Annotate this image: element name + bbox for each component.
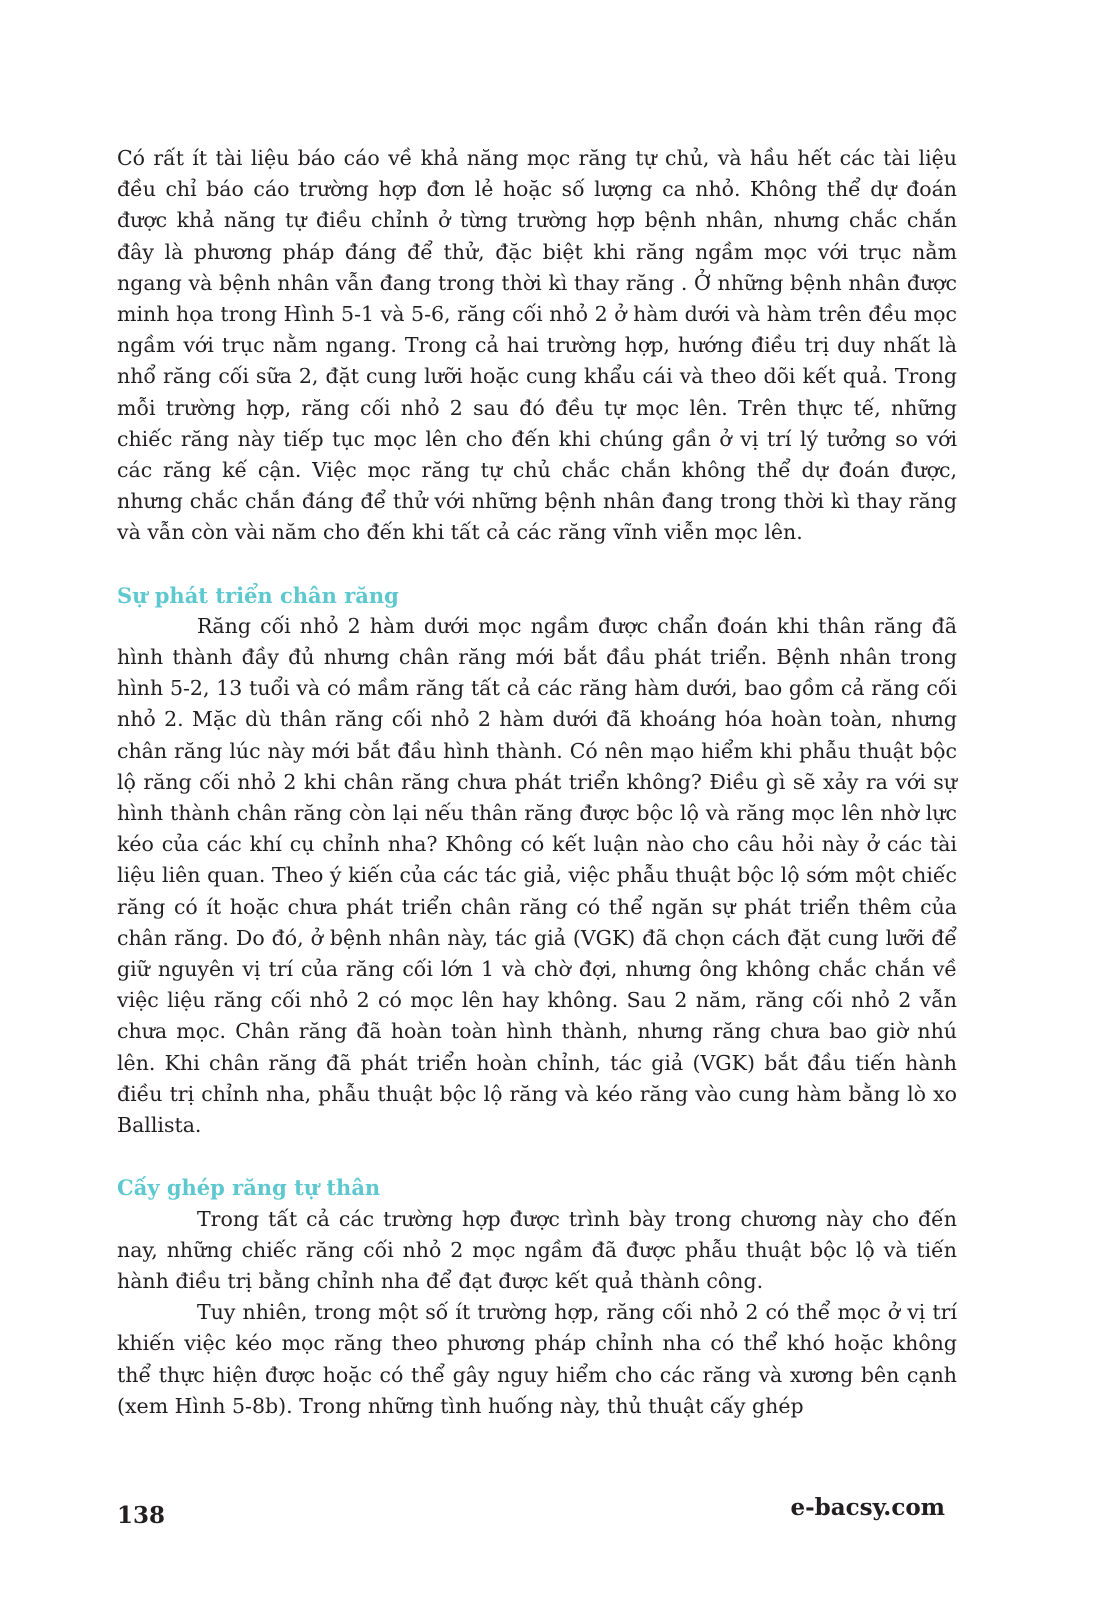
section-gap — [117, 1141, 957, 1172]
autotransplantation-paragraph-1: Trong tất cả các trường hợp được trình bày trong chương này cho đến nay, những chiếc răng cối nhỏ 2 mọc ngầm đã được phẫu thuật bộc lộ và tiến hành điều trị bằng chỉnh nha để đạt được kết quả thành công. — [117, 1206, 957, 1293]
root-development-paragraph: Răng cối nhỏ 2 hàm dưới mọc ngầm được chẩn đoán khi thân răng đã hình thành đầy đủ nhưng chân răng mới bắt đầu phát triển. Bệnh nhân trong hình 5-2, 13 tuổi và có mầm răng tất cả các răng hàm dưới, bao gồm cả răng cối nhỏ 2. Mặc dù thân răng cối nhỏ 2 hàm dưới đã khoáng hóa hoàn toàn, nhưng chân răng lúc này mới bắt đầu hình thành. Có nên mạo hiểm khi phẫu thuật bộc lộ răng cối nhỏ 2 khi chân răng chưa phát triển không? Điều gì sẽ xảy ra với sự hình thành chân răng còn lại nếu thân răng được bộc lộ và răng mọc lên nhờ lực kéo của các khí cụ chỉnh nha? Không có kết luận nào cho câu hỏi này ở các tài liệu liên quan. Theo ý kiến của các tác giả, việc phẫu thuật bộc lộ sớm một chiếc răng có ít hoặc chưa phát triển chân răng có thể ngăn sự phát triển thêm của chân răng. Do đó, ở bệnh nhân này, tác giả (VGK) đã chọn cách đặt cung lưỡi để giữ nguyên vị trí của răng cối lớn 1 và chờ đợi, nhưng ông không chắc chắn về việc liệu răng cối nhỏ 2 có mọc lên hay không. Sau 2 năm, răng cối nhỏ 2 vẫn chưa mọc. Chân răng đã hoàn toàn hình thành, nhưng răng chưa bao giờ nhú lên. Khi chân răng đã phát triển hoàn chỉnh, tác giả (VGK) bắt đầu tiến hành điều trị chỉnh nha, phẫu thuật bộc lộ răng và kéo răng vào cung hàm bằng lò xo Ballista. — [117, 613, 957, 1138]
section-heading-autotransplantation: Cấy ghép răng tự thân — [117, 1175, 381, 1201]
intro-paragraph: Có rất ít tài liệu báo cáo về khả năng mọc răng tự chủ, và hầu hết các tài liệu đều chỉ báo cáo trường hợp đơn lẻ hoặc số lượng ca nhỏ. Không thể dự đoán được khả năng tự điều chỉnh ở từng trường hợp bệnh nhân, nhưng chắc chắn đây là phương pháp đáng để thử, đặc biệt khi răng ngầm mọc với trục nằm ngang và bệnh nhân vẫn đang trong thời kì thay răng . Ở những bệnh nhân được minh họa trong Hình 5-1 và 5-6, răng cối nhỏ 2 ở hàm dưới và hàm trên đều mọc ngầm với trục nằm ngang. Trong cả hai trường hợp, hướng điều trị duy nhất là nhổ răng cối sữa 2, đặt cung lưỡi hoặc cung khẩu cái và theo dõi kết quả. Trong mỗi trường hợp, răng cối nhỏ 2 sau đó đều tự mọc lên. Trên thực tế, những chiếc răng này tiếp tục mọc lên cho đến khi chúng gần ở vị trí lý tưởng so với các răng kế cận. Việc mọc răng tự chủ chắc chắn không thể dự đoán được, nhưng chắc chắn đáng để thử với những bệnh nhân đang trong thời kì thay răng và vẫn còn vài năm cho đến khi tất cả các răng vĩnh viễn mọc lên. — [117, 146, 957, 545]
site-watermark: e-bacsy.com — [790, 1494, 945, 1521]
page-number: 138 — [117, 1502, 166, 1529]
section-gap — [117, 549, 957, 580]
section-heading-root-development: Sự phát triển chân răng — [117, 582, 399, 608]
autotransplantation-paragraph-2: Tuy nhiên, trong một số ít trường hợp, răng cối nhỏ 2 có thể mọc ở vị trí khiến việc kéo mọc răng theo phương pháp chỉnh nha có thể khó hoặc không thể thực hiện được hoặc có thể gây nguy hiểm cho các răng và xương bên cạnh (xem Hình 5-8b). Trong những tình huống này, thủ thuật cấy ghép — [117, 1300, 957, 1418]
page-body — [117, 143, 957, 1422]
